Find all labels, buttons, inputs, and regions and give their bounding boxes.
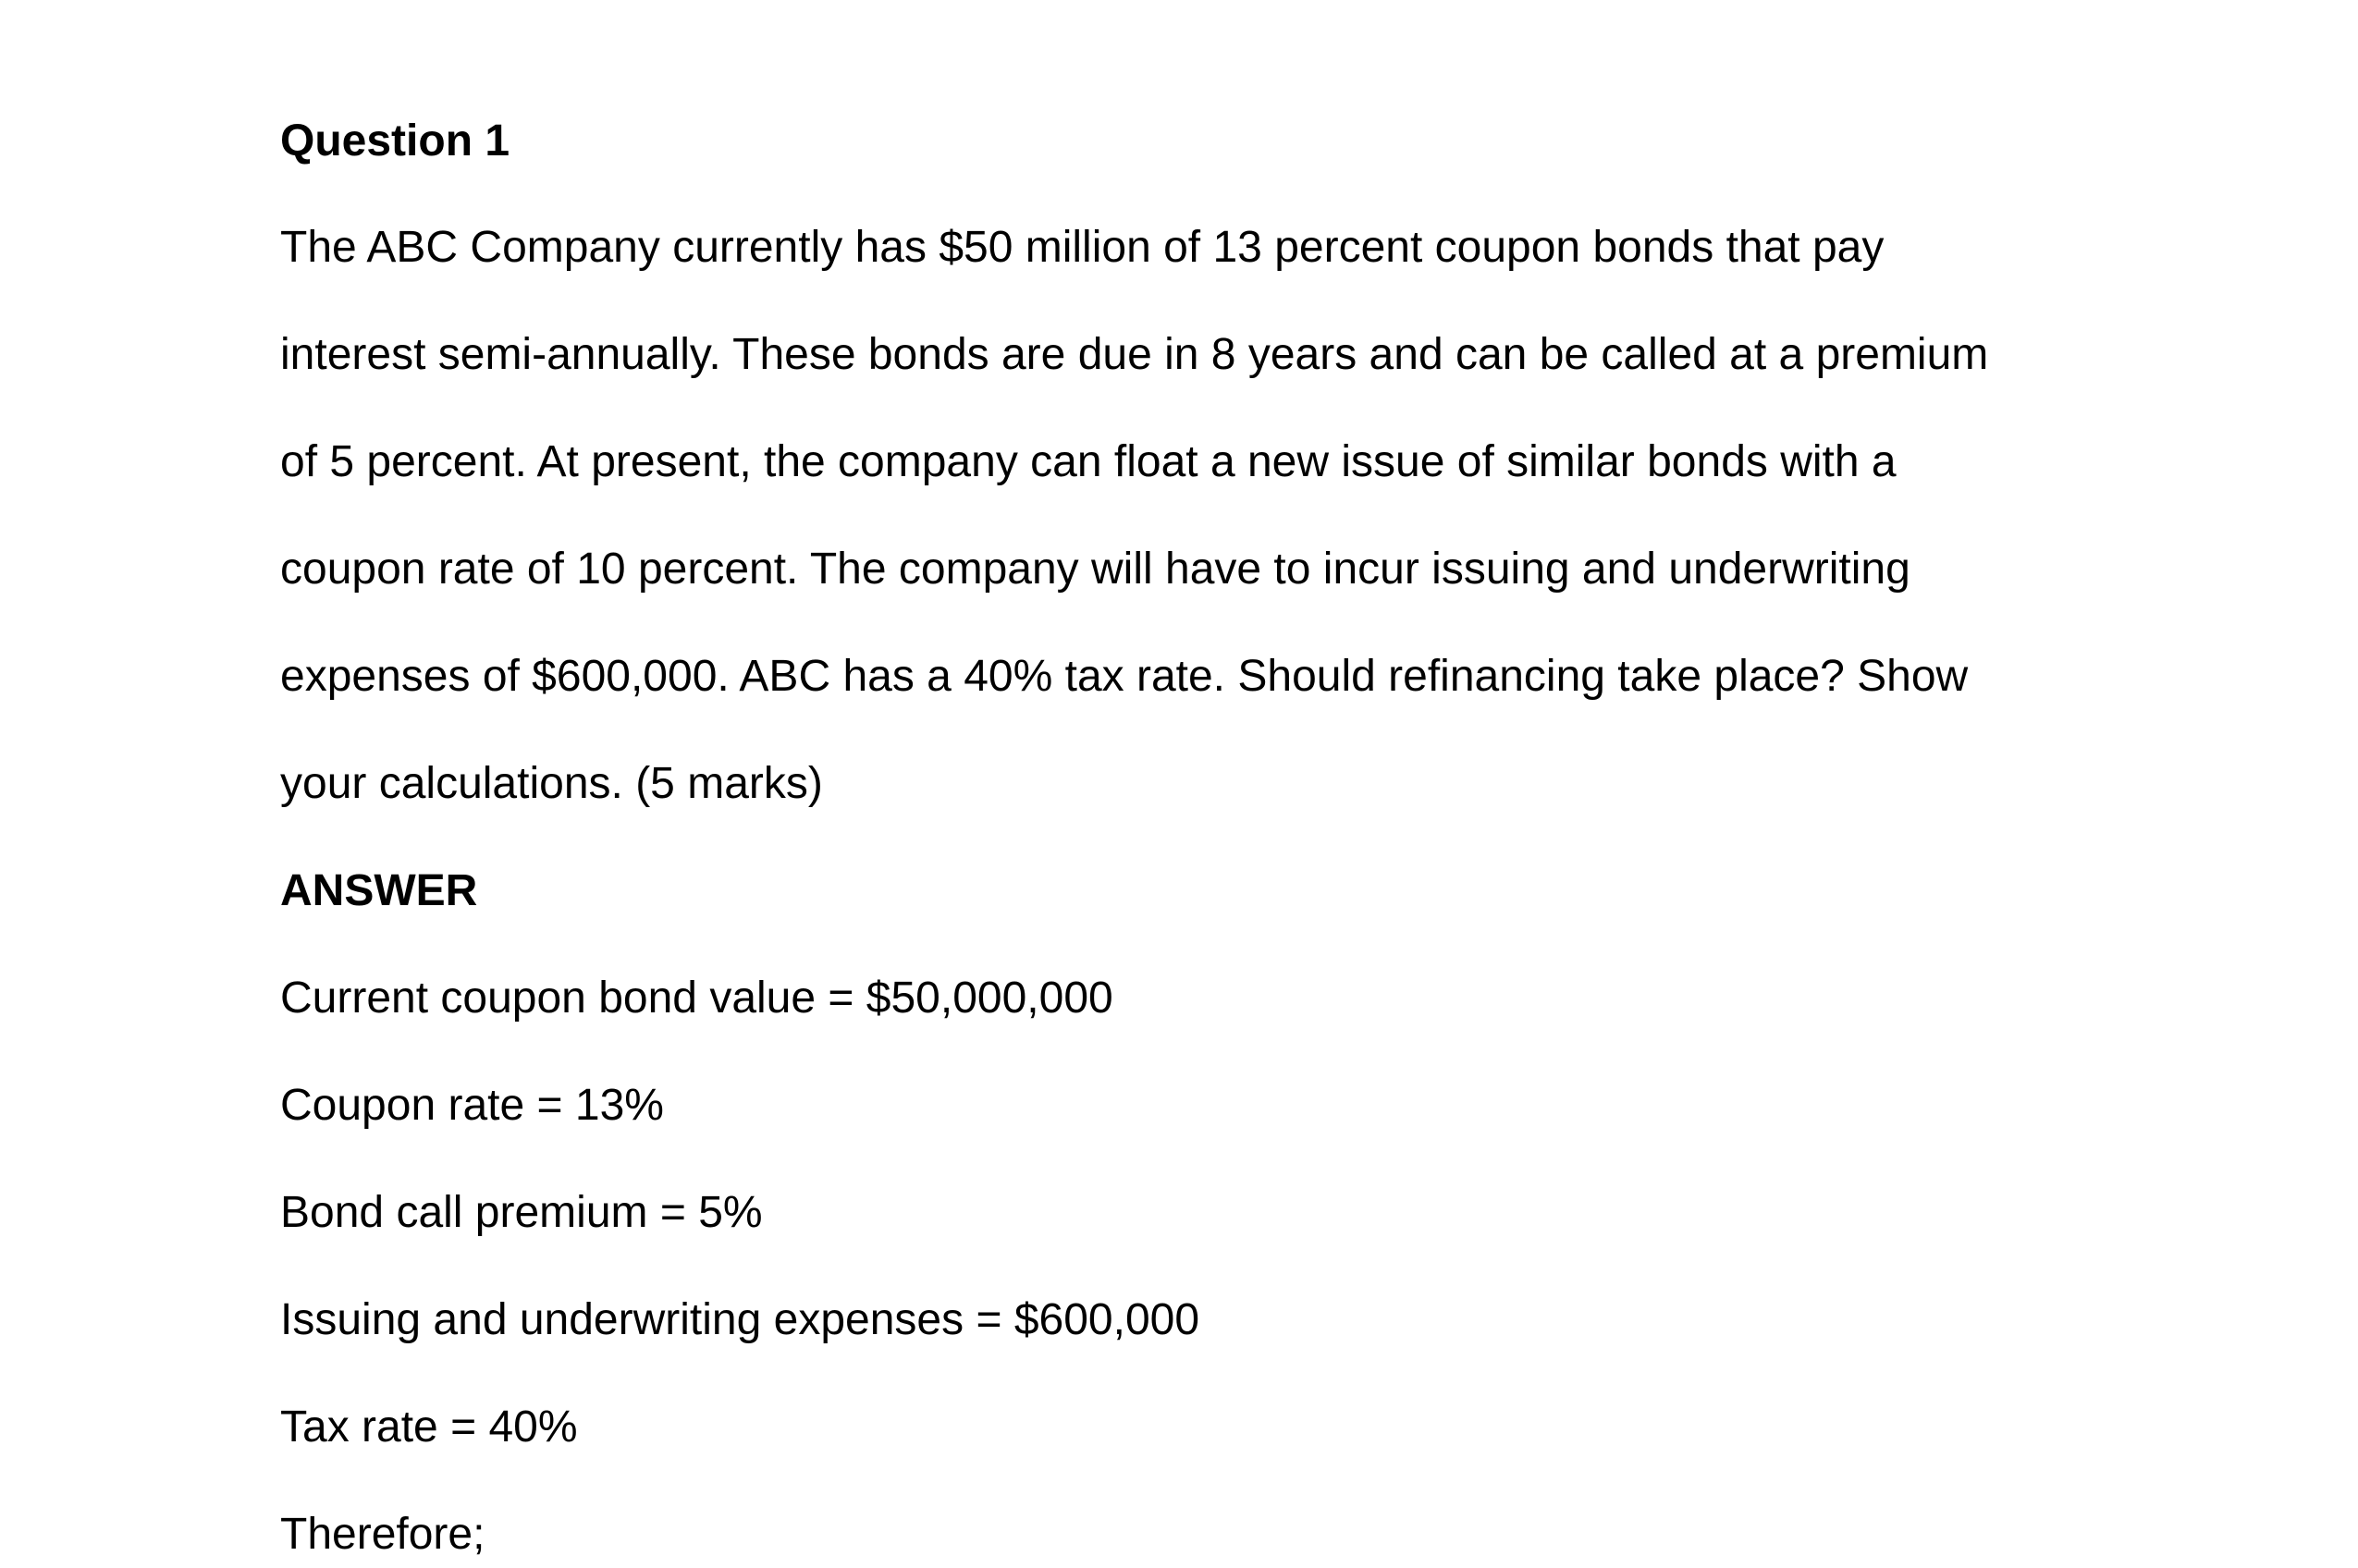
question-text-line-4: coupon rate of 10 percent. The company will have to incur issuing and underwriting [280,545,1910,594]
question-heading: Question 1 [280,116,510,165]
question-text-line-2: interest semi-annually. These bonds are due in 8 years and can be called at a premium [280,330,1989,379]
question-text-line-6: your calculations. (5 marks) [280,759,823,808]
answer-line-therefore: Therefore; [280,1510,485,1559]
answer-line-issuing-expenses: Issuing and underwriting expenses = $600,000 [280,1295,1200,1344]
answer-line-bond-call-premium: Bond call premium = 5% [280,1188,763,1237]
question-text-line-3: of 5 percent. At present, the company can float a new issue of similar bonds with a [280,437,1897,486]
answer-line-coupon-rate: Coupon rate = 13% [280,1081,664,1130]
question-text-line-1: The ABC Company currently has $50 million of 13 percent coupon bonds that pay [280,223,1885,272]
answer-line-current-coupon-bond-value: Current coupon bond value = $50,000,000 [280,974,1113,1023]
question-text-line-5: expenses of $600,000. ABC has a 40% tax rate. Should refinancing take place? Show [280,652,1969,701]
answer-heading: ANSWER [280,866,478,915]
answer-line-tax-rate: Tax rate = 40% [280,1403,578,1452]
